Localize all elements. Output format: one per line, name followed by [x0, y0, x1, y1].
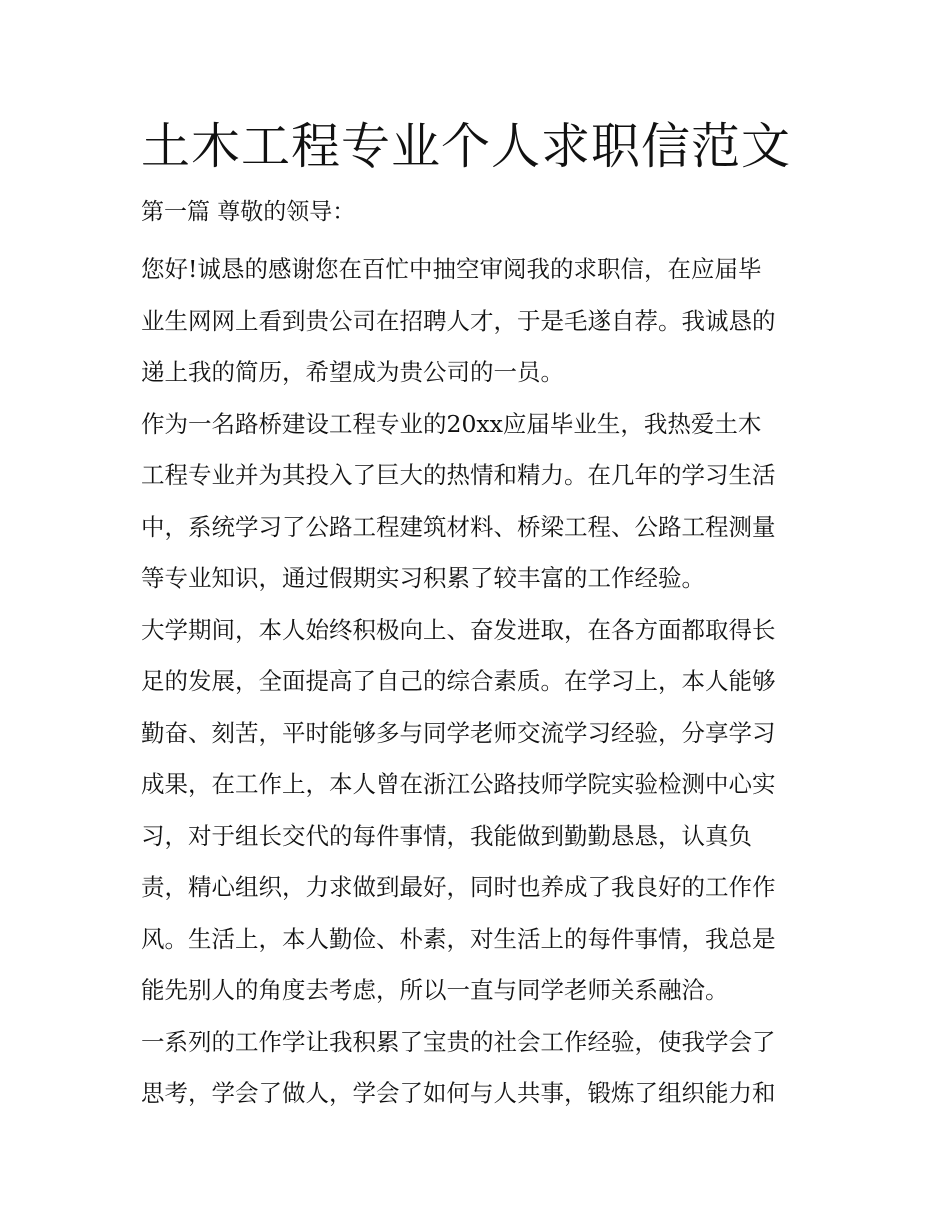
- text-line: 业生网网上看到贵公司在招聘人才，于是毛遂自荐。我诚恳的: [141, 306, 776, 335]
- text-line: 风。生活上，本人勤俭、朴素，对生活上的每件事情，我总是: [141, 924, 776, 953]
- document-page: [141, 112, 821, 1120]
- text-line: 中，系统学习了公路工程建筑材料、桥梁工程、公路工程测量: [141, 512, 776, 541]
- text-line: 足的发展，全面提高了自己的综合素质。在学习上，本人能够: [141, 667, 776, 695]
- text-line: 等专业知识，通过假期实习积累了较丰富的工作经验。: [141, 564, 705, 592]
- document-subtitle: 第一篇 尊敬的领导：: [141, 199, 356, 225]
- text-line: 递上我的简历，希望成为贵公司的一员。: [141, 358, 564, 386]
- text-line: 您好!诚恳的感谢您在百忙中抽空审阅我的求职信，在应届毕: [141, 255, 762, 283]
- text-line: 大学期间，本人始终积极向上、奋发进取，在各方面都取得长: [141, 615, 776, 644]
- text-line: 勤奋、刻苦，平时能够多与同学老师交流学习经验，分享学习: [141, 718, 776, 747]
- text-line: 责，精心组织，力求做到最好，同时也养成了我良好的工作作: [141, 873, 776, 901]
- text-line: 成果，在工作上，本人曾在浙江公路技师学院实验检测中心实: [141, 770, 776, 798]
- text-line: 作为一名路桥建设工程专业的20xx应届毕业生，我热爱土木: [141, 409, 762, 438]
- document-title: 土木工程专业个人求职信范文: [141, 118, 792, 175]
- text-line: 能先别人的角度去考虑，所以一直与同学老师关系融洽。: [141, 976, 729, 1004]
- text-line: 工程专业并为其投入了巨大的热情和精力。在几年的学习生活: [141, 461, 776, 489]
- text-line: 思考，学会了做人，学会了如何与人共事，锻炼了组织能力和: [141, 1079, 776, 1107]
- text-line: 习，对于组长交代的每件事情，我能做到勤勤恳恳，认真负: [141, 821, 752, 850]
- text-line: 一系列的工作学让我积累了宝贵的社会工作经验，使我学会了: [141, 1027, 776, 1056]
